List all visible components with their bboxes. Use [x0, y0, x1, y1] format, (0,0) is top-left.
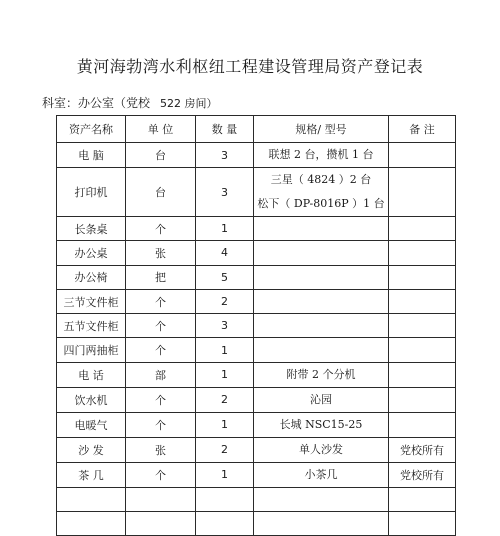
header-note: 备 注 — [389, 116, 456, 143]
cell-note — [389, 387, 456, 412]
cell-asset-name — [57, 512, 126, 536]
department-line — [42, 94, 218, 111]
cell-model — [254, 338, 389, 362]
cell-unit: 台 — [126, 168, 196, 217]
cell-model — [254, 487, 389, 511]
cell-asset-name: 长条桌 — [57, 217, 126, 241]
cell-model — [254, 289, 389, 313]
table-row — [57, 217, 456, 241]
model-line: 松下（ DP-8016P ）1 台 — [257, 197, 385, 210]
cell-quantity: 1 — [196, 462, 254, 487]
cell-model — [254, 314, 389, 338]
cell-model — [254, 387, 389, 412]
cell-note: 党校所有 — [389, 437, 456, 462]
cell-note — [389, 217, 456, 241]
header-unit: 单 位 — [126, 116, 196, 143]
cell-asset-name: 沙 发 — [57, 437, 126, 462]
model-line: 附带 2 个分机 — [286, 367, 356, 381]
cell-model — [254, 437, 389, 462]
cell-unit: 张 — [126, 437, 196, 462]
cell-model — [254, 412, 389, 437]
cell-asset-name: 茶 几 — [57, 462, 126, 487]
document-title: 黄河海勃湾水利枢纽工程建设管理局资产登记表 — [76, 57, 424, 76]
cell-asset-name: 四门两抽柜 — [57, 338, 126, 362]
model-line: 联想 2 台，攒机 1 台 — [268, 148, 374, 161]
cell-quantity: 3 — [196, 143, 254, 168]
cell-note — [389, 289, 456, 313]
cell-asset-name: 办公桌 — [57, 241, 126, 265]
cell-quantity: 3 — [196, 314, 254, 338]
cell-unit: 个 — [126, 217, 196, 241]
cell-unit: 个 — [126, 462, 196, 487]
cell-quantity: 3 — [196, 168, 254, 217]
model-line: 小茶几 — [304, 467, 338, 481]
model-line: 沁园 — [310, 392, 332, 406]
cell-unit: 个 — [126, 314, 196, 338]
table-row — [57, 437, 456, 462]
model-line: 单人沙发 — [299, 442, 343, 456]
department-label: 科室：办公室（党校 — [42, 96, 151, 110]
model-line: 长城 NSC15-25 — [279, 417, 363, 431]
cell-unit — [126, 487, 196, 511]
table-row — [57, 338, 456, 362]
table-row — [57, 412, 456, 437]
cell-unit: 个 — [126, 289, 196, 313]
table-row — [57, 387, 456, 412]
cell-asset-name: 打印机 — [57, 168, 126, 217]
table-row — [57, 512, 456, 536]
cell-unit: 个 — [126, 412, 196, 437]
cell-note — [389, 338, 456, 362]
cell-unit: 个 — [126, 387, 196, 412]
cell-note — [389, 143, 456, 168]
cell-unit: 部 — [126, 362, 196, 387]
cell-asset-name: 五节文件柜 — [57, 314, 126, 338]
table-header-row — [57, 116, 456, 143]
cell-model — [254, 143, 389, 168]
cell-model — [254, 265, 389, 289]
cell-asset-name: 电 话 — [57, 362, 126, 387]
cell-unit: 张 — [126, 241, 196, 265]
cell-note — [389, 512, 456, 536]
cell-quantity: 5 — [196, 265, 254, 289]
cell-model — [254, 217, 389, 241]
table-row — [57, 487, 456, 511]
cell-unit: 台 — [126, 143, 196, 168]
cell-quantity: 2 — [196, 387, 254, 412]
cell-quantity — [196, 487, 254, 511]
room-number: 522 房间） — [160, 97, 218, 110]
cell-unit: 把 — [126, 265, 196, 289]
model-line: 三星（ 4824 ）2 台 — [270, 173, 372, 186]
cell-note — [389, 362, 456, 387]
cell-asset-name: 三节文件柜 — [57, 289, 126, 313]
cell-quantity: 1 — [196, 338, 254, 362]
cell-asset-name: 办公椅 — [57, 265, 126, 289]
table-row — [57, 314, 456, 338]
cell-note — [389, 412, 456, 437]
cell-quantity: 1 — [196, 412, 254, 437]
cell-unit: 个 — [126, 338, 196, 362]
cell-note — [389, 487, 456, 511]
cell-quantity — [196, 512, 254, 536]
header-asset-name: 资产名称 — [57, 116, 126, 143]
cell-model — [254, 362, 389, 387]
table-row — [57, 289, 456, 313]
cell-quantity: 4 — [196, 241, 254, 265]
cell-note — [389, 314, 456, 338]
cell-quantity: 2 — [196, 289, 254, 313]
cell-note: 党校所有 — [389, 462, 456, 487]
header-quantity: 数 量 — [196, 116, 254, 143]
header-model: 规格/ 型号 — [254, 116, 389, 143]
table-row — [57, 241, 456, 265]
cell-quantity: 1 — [196, 217, 254, 241]
table-row — [57, 265, 456, 289]
cell-asset-name: 电暖气 — [57, 412, 126, 437]
table-row — [57, 143, 456, 168]
asset-table — [56, 115, 456, 536]
cell-model — [254, 462, 389, 487]
cell-quantity: 2 — [196, 437, 254, 462]
asset-table-body — [57, 143, 456, 536]
table-row — [57, 362, 456, 387]
table-row — [57, 462, 456, 487]
cell-model — [254, 168, 389, 217]
cell-asset-name: 饮水机 — [57, 387, 126, 412]
cell-note — [389, 168, 456, 217]
cell-unit — [126, 512, 196, 536]
cell-note — [389, 241, 456, 265]
cell-model — [254, 512, 389, 536]
table-row — [57, 168, 456, 217]
cell-note — [389, 265, 456, 289]
cell-model — [254, 241, 389, 265]
cell-asset-name: 电 脑 — [57, 143, 126, 168]
cell-asset-name — [57, 487, 126, 511]
cell-quantity: 1 — [196, 362, 254, 387]
